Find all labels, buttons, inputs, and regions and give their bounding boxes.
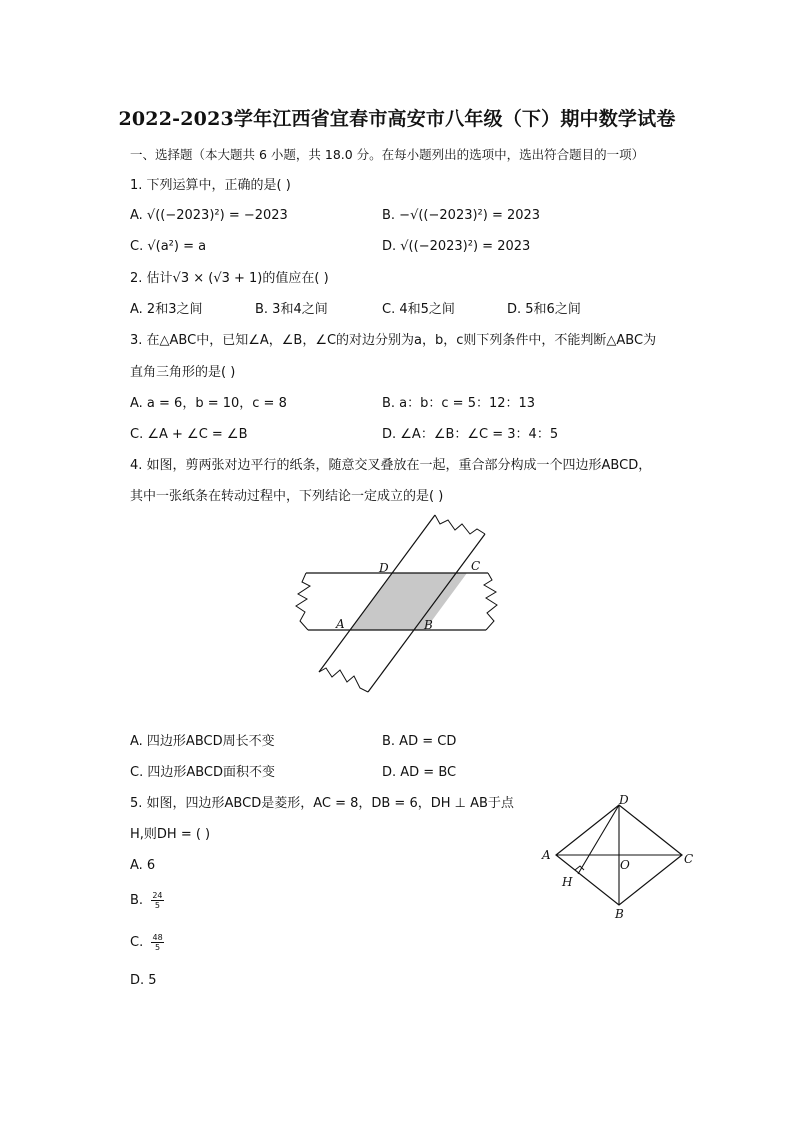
q3-stem-line2: 直角三角形的是( ) bbox=[130, 365, 236, 380]
q5-stem-line1: 5. 如图，四边形ABCD是菱形，AC = 8，DB = 6，DH ⊥ AB于点 bbox=[130, 796, 514, 811]
slanted-strip-bottom-torn-edge bbox=[319, 668, 368, 692]
q4-option-c[interactable]: C. 四边形ABCD面积不变 bbox=[130, 765, 276, 780]
q1-option-b[interactable]: B. −√((−2023)²) = 2023 bbox=[382, 208, 541, 223]
q4-label-d: D bbox=[379, 561, 389, 575]
q5-label-a: A bbox=[542, 848, 551, 862]
q4-option-b[interactable]: B. AD = CD bbox=[382, 734, 457, 749]
q4-label-a: A bbox=[336, 617, 345, 631]
q3-option-c[interactable]: C. ∠A + ∠C = ∠B bbox=[130, 427, 248, 442]
q1-option-a[interactable]: A. √((−2023)²) = −2023 bbox=[130, 208, 288, 223]
q3-option-a[interactable]: A. a = 6，b = 10，c = 8 bbox=[130, 396, 287, 411]
q3-option-b[interactable]: B. a：b：c = 5：12：13 bbox=[382, 396, 536, 411]
q4-stem-line1: 4. 如图，剪两张对边平行的纸条，随意交叉叠放在一起，重合部分构成一个四边形ABCD， bbox=[130, 458, 652, 473]
horizontal-strip-right-torn-edge bbox=[484, 573, 497, 630]
q2-option-c[interactable]: C. 4和5之间 bbox=[382, 302, 455, 317]
q1-option-c[interactable]: C. √(a²) = a bbox=[130, 239, 207, 254]
q4-option-d[interactable]: D. AD = BC bbox=[382, 765, 457, 780]
q5-label-o: O bbox=[620, 858, 630, 872]
q2-option-a[interactable]: A. 2和3之间 bbox=[130, 302, 203, 317]
q3-stem-line1: 3. 在△ABC中，已知∠A，∠B，∠C的对边分别为a，b，c则下列条件中，不能判断△ABC为 bbox=[130, 333, 657, 348]
q5-option-d[interactable]: D. 5 bbox=[130, 973, 157, 988]
q2-option-d[interactable]: D. 5和6之间 bbox=[507, 302, 581, 317]
q2-option-b[interactable]: B. 3和4之间 bbox=[255, 302, 328, 317]
q5-label-d: D bbox=[619, 793, 629, 807]
q4-stem-line2: 其中一张纸条在转动过程中，下列结论一定成立的是( ) bbox=[130, 489, 444, 504]
q5-label-b: B bbox=[615, 907, 624, 920]
q5-label-c: C bbox=[684, 852, 694, 866]
slanted-strip-top-torn-edge bbox=[435, 515, 485, 534]
q5-option-b[interactable]: B. $\frac{24}{5}$ bbox=[130, 891, 163, 910]
paper-strips-figure bbox=[290, 510, 510, 700]
q4-label-b: B bbox=[424, 618, 433, 632]
q5-option-c[interactable]: C. $\frac{48}{5}$ bbox=[130, 933, 163, 952]
q4-option-a[interactable]: A. 四边形ABCD周长不变 bbox=[130, 734, 275, 749]
page-title: 2022-2023学年江西省宜春市高安市八年级（下）期中数学试卷 bbox=[118, 108, 676, 130]
q1-option-d[interactable]: D. √((−2023)²) = 2023 bbox=[382, 239, 531, 254]
q5-option-a[interactable]: A. 6 bbox=[130, 858, 156, 873]
q4-label-c: C bbox=[471, 559, 481, 573]
q5-label-h: H bbox=[562, 875, 573, 889]
segment-dh bbox=[578, 805, 619, 874]
q5-option-b-fraction: $\frac{24}{5}$ bbox=[152, 891, 163, 910]
q5-option-c-fraction: $\frac{48}{5}$ bbox=[152, 933, 163, 952]
horizontal-strip-left-torn-edge bbox=[296, 573, 310, 630]
section-heading: 一、选择题（本大题共 6 小题，共 18.0 分。在每小题列出的选项中，选出符合题目的一项） bbox=[130, 147, 645, 162]
q5-stem-line2: H,则DH = ( ) bbox=[130, 827, 211, 842]
q2-stem: 2. 估计√3 × (√3 + 1)的值应在( ) bbox=[130, 271, 329, 286]
rhombus-figure bbox=[538, 790, 698, 920]
q1-stem: 1. 下列运算中，正确的是( ) bbox=[130, 178, 291, 193]
q3-option-d[interactable]: D. ∠A：∠B：∠C = 3：4：5 bbox=[382, 427, 559, 442]
